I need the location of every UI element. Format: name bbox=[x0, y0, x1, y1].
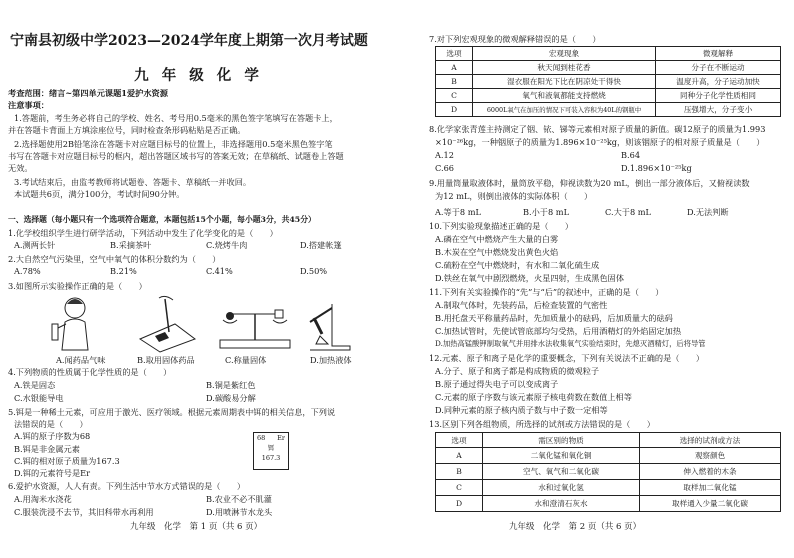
notice-line: 1.答题前，考生务必将自己的学校、姓名、考号用0.5毫米的黑色签字笔填写在答题卡上， bbox=[14, 113, 338, 123]
table-cell: 同种分子化学性质相同 bbox=[656, 89, 781, 103]
table-cell: 水和澄清石灰水 bbox=[483, 496, 640, 512]
q3-option-a: A.闻药品气味 bbox=[56, 355, 106, 365]
question-11: 11.下列有关实验操作的“先”与“后”的叙述中，正确的是（ ） bbox=[429, 287, 664, 297]
section-heading: 一、选择题（每小题只有一个选项符合题意，本题包括15个小题，每小题3分，共45分） bbox=[8, 215, 316, 224]
q8-option-b: B.64 bbox=[621, 150, 641, 160]
notice-line: 并在答题卡背面上方填涂座位号，同时检查条形码粘贴是否正确。 bbox=[8, 125, 246, 135]
table-cell: 二氧化锰和氧化铜 bbox=[483, 448, 640, 464]
table-header-row bbox=[436, 47, 781, 61]
q9-option-c: C.大于8 mL bbox=[605, 207, 651, 217]
page-footer: 九年级 化学 第 1 页（共 6 页） bbox=[130, 522, 263, 532]
q5-option-a: A.铒的原子序数为68 bbox=[14, 431, 91, 441]
table-header: 选择的试剂或方法 bbox=[640, 433, 781, 448]
table-cell: C bbox=[436, 480, 483, 496]
q1-option-d: D.搭建帐篷 bbox=[300, 240, 342, 250]
heating-figure-icon bbox=[310, 304, 350, 350]
powder-figure-icon bbox=[140, 296, 195, 352]
element-name: 铒 bbox=[267, 444, 275, 452]
q1-option-a: A.测两长针 bbox=[14, 240, 56, 250]
table-cell: 湿衣服在阳光下比在阴凉处干得快 bbox=[473, 75, 656, 89]
exam-title: 宁南县初级中学2023—2024学年度上期第一次月考试题 bbox=[10, 33, 368, 49]
q11-option-c: C.加热试管时，先使试管底部均匀受热，后用酒精灯的外焰固定加热 bbox=[435, 326, 682, 336]
q5-option-b: B.铒是非金属元素 bbox=[14, 444, 80, 454]
notice-line: 2.选择题使用2B铅笔涂在答题卡对应题目标号的位置上，非选择题用0.5毫米黑色签字笔 bbox=[14, 139, 333, 149]
q6-option-c: C.服装洗浸不去节，其旧科带水再利用 bbox=[14, 507, 154, 517]
question-9: 9.用量筒量取液体时，量筒放平稳，仰视读数为20 mL，倒出一部分液体后，又俯视读数 bbox=[429, 178, 750, 188]
table-cell: 空气、氧气和二氧化碳 bbox=[483, 464, 640, 480]
table-header-row bbox=[436, 433, 781, 448]
q12-option-a: A.分子、原子和离子都是构成物质的微观粒子 bbox=[435, 366, 600, 376]
notice-heading: 注意事项： bbox=[8, 100, 49, 110]
question-12: 12.元素、原子和离子是化学的重要概念，下列有关说法不正确的是（ ） bbox=[429, 353, 705, 363]
question-5: 5.铒是一种稀土元素，可应用于激光、医疗领域。根据元素周期表中铒的相关信息，下列说 bbox=[8, 407, 336, 417]
q2-option-b: B.21% bbox=[110, 266, 137, 276]
q9-option-a: A.等于8 mL bbox=[435, 207, 481, 217]
q3-option-b: B.取用固体药品 bbox=[137, 355, 195, 365]
element-card bbox=[253, 432, 289, 470]
table-cell: 伸入燃着的木条 bbox=[640, 464, 781, 480]
question-7: 7.对下列宏观现象的微观解释错误的是（ ） bbox=[429, 34, 601, 44]
q12-option-c: C.元素的原子序数与该元素原子核电荷数在数值上相等 bbox=[435, 392, 632, 402]
notice-line: 3.考试结束后，由监考教师将试题卷、答题卡、草稿纸一并收回。 bbox=[14, 177, 252, 187]
q11-option-a: A.制取气体时，先装药品，后检查装置的气密性 bbox=[435, 300, 608, 310]
table-header: 选项 bbox=[436, 433, 483, 448]
q9-option-b: B.小于8 mL bbox=[523, 207, 570, 217]
q4-option-a: A.铁是固态 bbox=[14, 380, 56, 390]
right-page bbox=[397, 0, 794, 558]
q2-option-c: C.41% bbox=[206, 266, 233, 276]
q4-option-c: C.水银能导电 bbox=[14, 393, 64, 403]
element-symbol: Er bbox=[277, 434, 285, 442]
table-row bbox=[436, 448, 781, 464]
question-1: 1.化学校组织学生进行研学活动，下列活动中发生了化学变化的是（ ） bbox=[8, 228, 278, 238]
table-cell: 取样加二氧化锰 bbox=[640, 480, 781, 496]
question-9-cont: 为12 mL，则倒出液体的实际体积（ ） bbox=[435, 191, 593, 201]
balance-figure-icon bbox=[220, 310, 290, 348]
element-number: 68 bbox=[257, 434, 266, 442]
table-cell: A bbox=[436, 448, 483, 464]
table-cell: 氧气和液氧都能支持燃烧 bbox=[473, 89, 656, 103]
table-cell: B bbox=[436, 75, 473, 89]
question-13: 13.区别下列各组物质，所选择的试剂或方法错误的是（ ） bbox=[429, 419, 655, 429]
q3-option-c: C.称量固体 bbox=[225, 355, 267, 365]
q1-option-c: C.烧烤牛肉 bbox=[206, 240, 248, 250]
q8-option-d: D.1.896×10⁻²⁵kg bbox=[621, 163, 692, 173]
question-10: 10.下列实验现象描述正确的是（ ） bbox=[429, 221, 574, 231]
notice-line: 书写在答题卡对应题目标号的框内，超出答题区域书写的答案无效；在草稿纸、试题卷上答题 bbox=[8, 151, 344, 161]
element-mass: 167.3 bbox=[261, 454, 281, 462]
q6-option-a: A.用淘米水浇花 bbox=[14, 494, 72, 504]
question-6: 6.爱护水资源，人人有责。下列生活中节水方式错误的是（ ） bbox=[8, 481, 246, 491]
table-cell: 温度升高，分子运动加快 bbox=[656, 75, 781, 89]
q4-option-b: B.铜是紫红色 bbox=[206, 380, 256, 390]
table-row bbox=[436, 464, 781, 480]
question-8-cont: ×10⁻²⁶kg，一种铟原子的质量为1.896×10⁻²⁵kg，则该铟原子的相对原子质量是（ ） bbox=[435, 137, 765, 147]
question-2: 2.大自然空气污染里，空气中氧气的体积分数约为（ ） bbox=[8, 254, 221, 264]
q5-option-c: C.铒的相对原子质量为167.3 bbox=[14, 456, 120, 466]
table-row bbox=[436, 89, 781, 103]
table-header: 宏观现象 bbox=[473, 47, 656, 61]
q3-option-d: D.加热液体 bbox=[310, 355, 352, 365]
table-header: 选项 bbox=[436, 47, 473, 61]
table-cell: D bbox=[436, 496, 483, 512]
table-cell: 取样通入少量二氧化碳 bbox=[640, 496, 781, 512]
q10-option-c: C.硫粉在空气中燃烧时，有水和二氧化硫生成 bbox=[435, 260, 600, 270]
q12-option-b: B.原子通过得失电子可以变成离子 bbox=[435, 379, 559, 389]
q5-option-d: D.铒的元素符号是Er bbox=[14, 468, 91, 478]
q12-option-d: D.同种元素的原子核内质子数与中子数一定相等 bbox=[435, 405, 608, 415]
q3-figures bbox=[40, 294, 370, 354]
exam-scope: 考查范围：绪言~第四单元课题1爱护水资源 bbox=[8, 88, 168, 98]
exam-subtitle: 九 年 级 化 学 bbox=[134, 67, 263, 84]
q2-option-d: D.50% bbox=[300, 266, 328, 276]
question-4: 4.下列物质的性质属于化学性质的是（ ） bbox=[8, 367, 172, 377]
table-cell: B bbox=[436, 464, 483, 480]
q8-option-c: C.66 bbox=[435, 163, 454, 173]
table-cell: 观察颜色 bbox=[640, 448, 781, 464]
table-row bbox=[436, 75, 781, 89]
smell-figure-icon bbox=[52, 298, 88, 350]
table-row bbox=[436, 496, 781, 512]
q8-option-a: A.12 bbox=[435, 150, 454, 160]
q11-option-d: D.加热高锰酸钾制取氧气并用排水法收集氧气实验结束时，先熄灭酒精灯，后将导管 bbox=[435, 339, 706, 348]
q9-option-d: D.无法判断 bbox=[687, 207, 729, 217]
table-cell: 压强增大，分子变小 bbox=[656, 103, 781, 117]
q11-option-b: B.用托盘天平称量药品时，先加质量小的砝码，后加质量大的砝码 bbox=[435, 313, 673, 323]
q10-option-d: D.铁丝在氧气中剧烈燃烧，火星四射，生成黑色固体 bbox=[435, 273, 625, 283]
q7-table bbox=[435, 46, 781, 117]
table-cell: 分子在不断运动 bbox=[656, 61, 781, 75]
table-row bbox=[436, 103, 781, 117]
q10-option-a: A.磷在空气中燃烧产生大量的白雾 bbox=[435, 234, 559, 244]
q13-table bbox=[435, 432, 781, 512]
table-row bbox=[436, 61, 781, 75]
table-row bbox=[436, 480, 781, 496]
question-3: 3.如图所示实验操作正确的是（ ） bbox=[8, 281, 147, 291]
q2-option-a: A.78% bbox=[14, 266, 41, 276]
q10-option-b: B.木炭在空气中燃烧发出黄色火焰 bbox=[435, 247, 559, 257]
table-cell: C bbox=[436, 89, 473, 103]
table-header: 需区别的物质 bbox=[483, 433, 640, 448]
table-cell: A bbox=[436, 61, 473, 75]
q4-option-d: D.碳酸易分解 bbox=[206, 393, 256, 403]
notice-line: 本试题共6页，满分100分，考试时间90分钟。 bbox=[14, 189, 185, 199]
q6-option-d: D.用喷淋节水龙头 bbox=[206, 507, 273, 517]
table-cell: D bbox=[436, 103, 473, 117]
q1-option-b: B.采摘茶叶 bbox=[110, 240, 152, 250]
question-5-cont: 法错误的是（ ） bbox=[14, 419, 88, 429]
question-8: 8.化学家张青莲主持测定了铟、铱、锑等元素相对原子质量的新值。碳12原子的质量为1.993 bbox=[429, 124, 766, 134]
table-cell: 水和过氧化氢 bbox=[483, 480, 640, 496]
table-cell: 秋天闻到桂花香 bbox=[473, 61, 656, 75]
notice-line: 无效。 bbox=[8, 163, 33, 173]
table-cell: 6000L氧气在加压的情况下可装入容积为40L的钢瓶中 bbox=[473, 103, 656, 117]
q6-option-b: B.农业不必不肌灌 bbox=[206, 494, 272, 504]
page-footer: 九年级 化学 第 2 页（共 6 页） bbox=[509, 522, 642, 532]
table-header: 微观解释 bbox=[656, 47, 781, 61]
